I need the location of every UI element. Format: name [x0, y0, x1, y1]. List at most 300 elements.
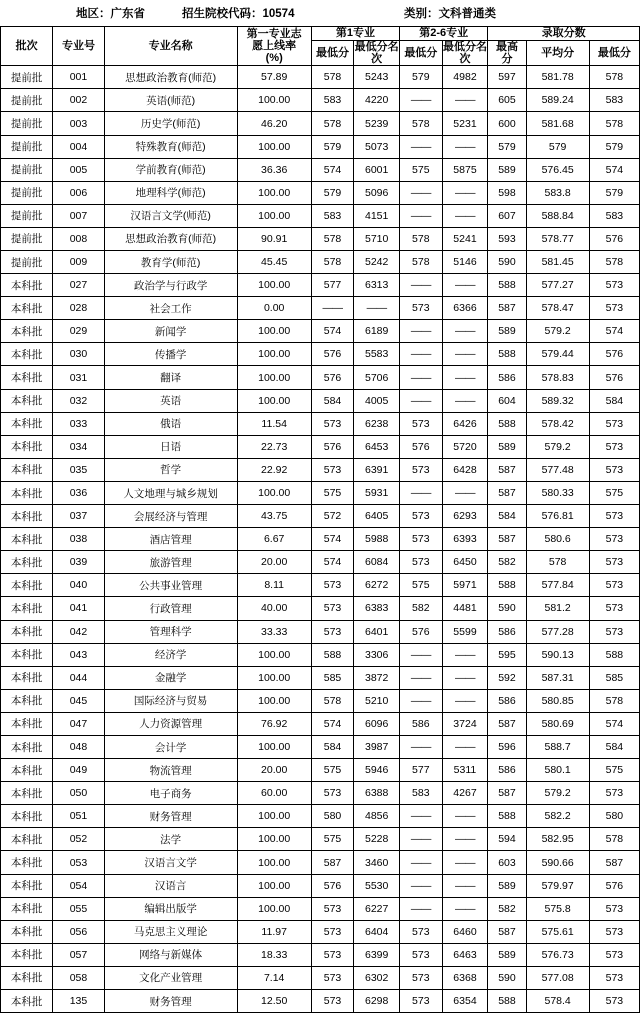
cell-first-choice-rate: 20.00 — [237, 551, 311, 574]
table-row — [1, 297, 640, 320]
cell-first-min-score: 579 — [311, 181, 354, 204]
cell-batch: 本科批 — [1, 389, 53, 412]
cell-avg-score: 575.8 — [526, 897, 589, 920]
cell-first-choice-rate: 45.45 — [237, 251, 311, 274]
cell-avg-score: 580.6 — [526, 528, 589, 551]
cell-first-min-rank: 6391 — [354, 458, 400, 481]
cell-batch: 提前批 — [1, 181, 53, 204]
th-first-min-rank-line1: 最低分名 — [354, 40, 399, 53]
cell-batch: 本科批 — [1, 597, 53, 620]
cell-second-min-rank: —— — [442, 320, 488, 343]
cell-avg-score: 578.83 — [526, 366, 589, 389]
table-row — [1, 966, 640, 989]
cell-batch: 本科批 — [1, 574, 53, 597]
cell-batch: 提前批 — [1, 227, 53, 250]
cell-first-min-score: 574 — [311, 320, 354, 343]
cell-first-choice-rate: 33.33 — [237, 620, 311, 643]
table-row — [1, 805, 640, 828]
cell-second-min-score: 578 — [400, 227, 443, 250]
cell-first-min-rank: 6096 — [354, 712, 400, 735]
cell-major-code: 044 — [53, 666, 104, 689]
cell-min-score: 579 — [589, 135, 639, 158]
table-row — [1, 412, 640, 435]
cell-major-code: 004 — [53, 135, 104, 158]
cell-major-code: 002 — [53, 89, 104, 112]
cell-avg-score: 575.61 — [526, 920, 589, 943]
cell-avg-score: 578.42 — [526, 412, 589, 435]
cell-second-min-rank: 5146 — [442, 251, 488, 274]
cell-avg-score: 579 — [526, 135, 589, 158]
cell-major-name: 管理科学 — [104, 620, 237, 643]
cell-min-score: 573 — [589, 990, 639, 1013]
cell-second-min-score: 583 — [400, 782, 443, 805]
cell-major-code: 037 — [53, 505, 104, 528]
cell-second-min-rank: 3724 — [442, 712, 488, 735]
cell-min-score: 576 — [589, 366, 639, 389]
cell-first-min-score: 573 — [311, 620, 354, 643]
cell-major-code: 053 — [53, 851, 104, 874]
cell-second-min-score: 579 — [400, 66, 443, 89]
th-min-score: 最低分 — [589, 40, 639, 66]
cell-second-min-score: —— — [400, 735, 443, 758]
th-group-first-major: 第1专业 — [311, 27, 399, 41]
cell-first-min-rank: 5583 — [354, 343, 400, 366]
table-row — [1, 481, 640, 504]
cell-batch: 本科批 — [1, 320, 53, 343]
cell-first-min-rank: 5242 — [354, 251, 400, 274]
region-label: 地区：广东省 — [76, 8, 145, 20]
th-group-second-major: 第2-6专业 — [400, 27, 488, 41]
cell-first-choice-rate: 100.00 — [237, 666, 311, 689]
cell-first-min-rank: 5096 — [354, 181, 400, 204]
cell-min-score: 573 — [589, 966, 639, 989]
cell-first-min-score: 578 — [311, 227, 354, 250]
cell-second-min-score: —— — [400, 643, 443, 666]
cell-major-name: 汉语言 — [104, 874, 237, 897]
table-row — [1, 458, 640, 481]
cell-min-score: 573 — [589, 297, 639, 320]
cell-second-min-rank: —— — [442, 343, 488, 366]
cell-avg-score: 581.45 — [526, 251, 589, 274]
table-row — [1, 920, 640, 943]
cell-first-choice-rate: 57.89 — [237, 66, 311, 89]
cell-second-min-rank: —— — [442, 874, 488, 897]
cell-second-min-rank: 5241 — [442, 227, 488, 250]
cell-major-name: 汉语言文学 — [104, 851, 237, 874]
cell-major-name: 学前教育(师范) — [104, 158, 237, 181]
cell-second-min-score: 573 — [400, 551, 443, 574]
cell-second-min-score: —— — [400, 874, 443, 897]
cell-first-choice-rate: 100.00 — [237, 828, 311, 851]
cell-second-min-rank: 6393 — [442, 528, 488, 551]
cell-avg-score: 581.68 — [526, 112, 589, 135]
cell-avg-score: 579.97 — [526, 874, 589, 897]
cell-first-min-score: 573 — [311, 782, 354, 805]
cell-max-score: 596 — [488, 735, 526, 758]
cell-first-min-rank: 5210 — [354, 689, 400, 712]
cell-first-choice-rate: 8.11 — [237, 574, 311, 597]
cell-second-min-rank: 5599 — [442, 620, 488, 643]
cell-max-score: 593 — [488, 227, 526, 250]
cell-major-name: 行政管理 — [104, 597, 237, 620]
cell-batch: 本科批 — [1, 435, 53, 458]
cell-avg-score: 577.28 — [526, 620, 589, 643]
cell-major-name: 酒店管理 — [104, 528, 237, 551]
cell-second-min-score: 573 — [400, 297, 443, 320]
cell-second-min-score: —— — [400, 897, 443, 920]
cell-avg-score: 579.44 — [526, 343, 589, 366]
cell-major-name: 编辑出版学 — [104, 897, 237, 920]
cell-batch: 本科批 — [1, 528, 53, 551]
cell-min-score: 578 — [589, 66, 639, 89]
table-row — [1, 851, 640, 874]
cell-batch: 本科批 — [1, 343, 53, 366]
table-row — [1, 320, 640, 343]
cell-batch: 本科批 — [1, 735, 53, 758]
cell-avg-score: 579.2 — [526, 435, 589, 458]
cell-batch: 提前批 — [1, 204, 53, 227]
cell-max-score: 607 — [488, 204, 526, 227]
cell-major-name: 财务管理 — [104, 990, 237, 1013]
cell-major-name: 电子商务 — [104, 782, 237, 805]
cell-batch: 本科批 — [1, 551, 53, 574]
cell-first-choice-rate: 100.00 — [237, 874, 311, 897]
table-row — [1, 89, 640, 112]
cell-first-choice-rate: 20.00 — [237, 759, 311, 782]
cell-major-name: 教育学(师范) — [104, 251, 237, 274]
cell-major-code: 032 — [53, 389, 104, 412]
cell-avg-score: 590.66 — [526, 851, 589, 874]
cell-second-min-rank: 6426 — [442, 412, 488, 435]
cell-second-min-rank: —— — [442, 389, 488, 412]
cell-first-min-rank: 6227 — [354, 897, 400, 920]
table-row — [1, 874, 640, 897]
th-avg-score: 平均分 — [526, 40, 589, 66]
cell-avg-score: 587.31 — [526, 666, 589, 689]
cell-batch: 本科批 — [1, 620, 53, 643]
cell-avg-score: 580.69 — [526, 712, 589, 735]
cell-second-min-score: 573 — [400, 943, 443, 966]
cell-min-score: 573 — [589, 505, 639, 528]
cell-major-name: 旅游管理 — [104, 551, 237, 574]
cell-second-min-rank: 4267 — [442, 782, 488, 805]
cell-second-min-rank: 6368 — [442, 966, 488, 989]
table-row — [1, 227, 640, 250]
cell-min-score: 573 — [589, 551, 639, 574]
cell-first-min-score: 573 — [311, 597, 354, 620]
cell-batch: 本科批 — [1, 689, 53, 712]
cell-second-min-score: 575 — [400, 158, 443, 181]
cell-major-code: 045 — [53, 689, 104, 712]
cell-avg-score: 576.45 — [526, 158, 589, 181]
cell-first-min-score: 584 — [311, 735, 354, 758]
cell-second-min-score: —— — [400, 274, 443, 297]
cell-first-min-score: 575 — [311, 481, 354, 504]
cell-min-score: 579 — [589, 181, 639, 204]
cell-second-min-rank: —— — [442, 689, 488, 712]
cell-min-score: 573 — [589, 574, 639, 597]
cell-first-choice-rate: 22.73 — [237, 435, 311, 458]
cell-first-min-rank: 5239 — [354, 112, 400, 135]
cell-max-score: 586 — [488, 689, 526, 712]
table-row — [1, 158, 640, 181]
cell-first-choice-rate: 100.00 — [237, 89, 311, 112]
cell-major-code: 049 — [53, 759, 104, 782]
cell-batch: 本科批 — [1, 481, 53, 504]
cell-first-min-score: 574 — [311, 712, 354, 735]
cell-first-min-rank: 6001 — [354, 158, 400, 181]
cell-avg-score: 580.1 — [526, 759, 589, 782]
cell-second-min-rank: 6354 — [442, 990, 488, 1013]
cell-first-choice-rate: 43.75 — [237, 505, 311, 528]
cell-min-score: 576 — [589, 227, 639, 250]
cell-max-score: 587 — [488, 920, 526, 943]
cell-batch: 本科批 — [1, 828, 53, 851]
cell-avg-score: 578.4 — [526, 990, 589, 1013]
cell-max-score: 604 — [488, 389, 526, 412]
cell-first-min-rank: 6405 — [354, 505, 400, 528]
cell-batch: 本科批 — [1, 943, 53, 966]
table-row — [1, 528, 640, 551]
cell-major-code: 036 — [53, 481, 104, 504]
cell-first-min-score: 588 — [311, 643, 354, 666]
cell-first-min-score: 573 — [311, 990, 354, 1013]
cell-major-name: 文化产业管理 — [104, 966, 237, 989]
cell-first-min-rank: 5710 — [354, 227, 400, 250]
cell-first-choice-rate: 100.00 — [237, 135, 311, 158]
cell-second-min-score: —— — [400, 851, 443, 874]
cell-major-name: 物流管理 — [104, 759, 237, 782]
cell-first-choice-rate: 100.00 — [237, 274, 311, 297]
cell-min-score: 578 — [589, 689, 639, 712]
cell-avg-score: 577.48 — [526, 458, 589, 481]
th-max-score-line1: 最高 — [495, 40, 518, 53]
cell-major-name: 思想政治教育(师范) — [104, 227, 237, 250]
cell-second-min-rank: 5720 — [442, 435, 488, 458]
cell-avg-score: 580.85 — [526, 689, 589, 712]
cell-avg-score: 577.27 — [526, 274, 589, 297]
cell-first-choice-rate: 76.92 — [237, 712, 311, 735]
cell-first-min-rank: 4151 — [354, 204, 400, 227]
cell-major-code: 135 — [53, 990, 104, 1013]
cell-first-choice-rate: 100.00 — [237, 689, 311, 712]
cell-avg-score: 581.2 — [526, 597, 589, 620]
cell-second-min-rank: 4481 — [442, 597, 488, 620]
cell-first-min-score: 574 — [311, 158, 354, 181]
cell-second-min-score: 573 — [400, 920, 443, 943]
cell-avg-score: 576.73 — [526, 943, 589, 966]
cell-avg-score: 578.47 — [526, 297, 589, 320]
cell-min-score: 578 — [589, 828, 639, 851]
cell-max-score: 589 — [488, 158, 526, 181]
cell-max-score: 587 — [488, 297, 526, 320]
cell-major-code: 034 — [53, 435, 104, 458]
cell-max-score: 588 — [488, 990, 526, 1013]
th-rate-line2: 愿上线率 — [252, 39, 297, 52]
cell-first-min-rank: 5228 — [354, 828, 400, 851]
cell-first-choice-rate: 7.14 — [237, 966, 311, 989]
cell-major-name: 网络与新媒体 — [104, 943, 237, 966]
table-header-row-1 — [1, 27, 640, 41]
cell-second-min-rank: 4982 — [442, 66, 488, 89]
table-row — [1, 135, 640, 158]
cell-first-min-score: 578 — [311, 66, 354, 89]
cell-min-score: 573 — [589, 620, 639, 643]
cell-max-score: 589 — [488, 874, 526, 897]
cell-max-score: 588 — [488, 412, 526, 435]
cell-first-min-rank: 5530 — [354, 874, 400, 897]
cell-major-name: 新闻学 — [104, 320, 237, 343]
cell-max-score: 603 — [488, 851, 526, 874]
cell-first-min-rank: 5931 — [354, 481, 400, 504]
cell-batch: 本科批 — [1, 297, 53, 320]
cell-avg-score: 580.33 — [526, 481, 589, 504]
cell-first-min-rank: 3306 — [354, 643, 400, 666]
cell-major-code: 030 — [53, 343, 104, 366]
table-row — [1, 689, 640, 712]
table-row — [1, 828, 640, 851]
cell-max-score: 582 — [488, 551, 526, 574]
cell-min-score: 587 — [589, 851, 639, 874]
cell-second-min-score: —— — [400, 828, 443, 851]
cell-first-min-score: 580 — [311, 805, 354, 828]
cell-second-min-score: 582 — [400, 597, 443, 620]
cell-batch: 本科批 — [1, 782, 53, 805]
cell-second-min-rank: —— — [442, 643, 488, 666]
cell-major-code: 001 — [53, 66, 104, 89]
cell-first-min-score: 576 — [311, 343, 354, 366]
table-row — [1, 782, 640, 805]
cell-first-choice-rate: 60.00 — [237, 782, 311, 805]
cell-max-score: 588 — [488, 805, 526, 828]
cell-avg-score: 583.8 — [526, 181, 589, 204]
cell-major-code: 008 — [53, 227, 104, 250]
cell-second-min-score: —— — [400, 481, 443, 504]
cell-second-min-rank: 6366 — [442, 297, 488, 320]
cell-major-name: 会展经济与管理 — [104, 505, 237, 528]
cell-major-code: 029 — [53, 320, 104, 343]
cell-major-name: 经济学 — [104, 643, 237, 666]
th-rate-line3: (%) — [265, 52, 283, 65]
cell-major-name: 英语 — [104, 389, 237, 412]
cell-second-min-score: 573 — [400, 412, 443, 435]
cell-first-min-rank: 6401 — [354, 620, 400, 643]
cell-min-score: 585 — [589, 666, 639, 689]
cell-first-choice-rate: 100.00 — [237, 320, 311, 343]
cell-second-min-score: —— — [400, 320, 443, 343]
cell-max-score: 590 — [488, 966, 526, 989]
cell-batch: 本科批 — [1, 966, 53, 989]
cell-max-score: 605 — [488, 89, 526, 112]
cell-first-min-rank: —— — [354, 297, 400, 320]
cell-first-choice-rate: 40.00 — [237, 597, 311, 620]
cell-first-min-rank: 4005 — [354, 389, 400, 412]
th-batch: 批次 — [1, 27, 53, 66]
cell-major-name: 英语(师范) — [104, 89, 237, 112]
cell-second-min-rank: 6293 — [442, 505, 488, 528]
cell-second-min-rank: —— — [442, 181, 488, 204]
cell-second-min-score: —— — [400, 181, 443, 204]
cell-major-name: 法学 — [104, 828, 237, 851]
cell-max-score: 579 — [488, 135, 526, 158]
cell-batch: 本科批 — [1, 851, 53, 874]
cell-max-score: 586 — [488, 759, 526, 782]
cell-min-score: 588 — [589, 643, 639, 666]
cell-first-min-rank: 4856 — [354, 805, 400, 828]
th-max-score-line2: 分 — [501, 52, 513, 65]
cell-first-min-score: 578 — [311, 112, 354, 135]
cell-max-score: 588 — [488, 274, 526, 297]
cell-major-name: 思想政治教育(师范) — [104, 66, 237, 89]
th-second-min-rank-line2: 次 — [459, 52, 471, 65]
table-row — [1, 620, 640, 643]
cell-major-name: 马克思主义理论 — [104, 920, 237, 943]
cell-max-score: 590 — [488, 251, 526, 274]
table-body — [1, 66, 640, 1013]
cell-first-min-score: 576 — [311, 874, 354, 897]
cell-major-code: 048 — [53, 735, 104, 758]
cell-first-choice-rate: 100.00 — [237, 735, 311, 758]
cell-second-min-rank: 5971 — [442, 574, 488, 597]
table-row — [1, 366, 640, 389]
cell-second-min-rank: 5875 — [442, 158, 488, 181]
cell-first-min-rank: 6313 — [354, 274, 400, 297]
cell-second-min-score: 576 — [400, 620, 443, 643]
cell-avg-score: 589.32 — [526, 389, 589, 412]
cell-major-name: 政治学与行政学 — [104, 274, 237, 297]
cell-avg-score: 577.08 — [526, 966, 589, 989]
cell-first-min-rank: 6383 — [354, 597, 400, 620]
cell-avg-score: 578.77 — [526, 227, 589, 250]
cell-second-min-score: —— — [400, 389, 443, 412]
cell-second-min-score: 573 — [400, 966, 443, 989]
cell-first-min-rank: 6388 — [354, 782, 400, 805]
cell-major-name: 人文地理与城乡规划 — [104, 481, 237, 504]
cell-first-choice-rate: 100.00 — [237, 343, 311, 366]
cell-major-code: 054 — [53, 874, 104, 897]
cell-major-name: 翻译 — [104, 366, 237, 389]
cell-avg-score: 577.84 — [526, 574, 589, 597]
cell-major-code: 051 — [53, 805, 104, 828]
cell-max-score: 587 — [488, 458, 526, 481]
cell-batch: 本科批 — [1, 666, 53, 689]
cell-major-code: 040 — [53, 574, 104, 597]
table-row — [1, 505, 640, 528]
cell-major-code: 052 — [53, 828, 104, 851]
cell-first-choice-rate: 100.00 — [237, 204, 311, 227]
cell-major-name: 公共事业管理 — [104, 574, 237, 597]
th-second-min-rank — [442, 40, 488, 66]
cell-min-score: 578 — [589, 251, 639, 274]
cell-batch: 本科批 — [1, 458, 53, 481]
cell-first-choice-rate: 100.00 — [237, 805, 311, 828]
cell-max-score: 588 — [488, 343, 526, 366]
cell-min-score: 580 — [589, 805, 639, 828]
cell-batch: 提前批 — [1, 158, 53, 181]
th-second-min-rank-line1: 最低分名 — [442, 40, 487, 53]
cell-first-choice-rate: 18.33 — [237, 943, 311, 966]
cell-max-score: 597 — [488, 66, 526, 89]
cell-second-min-rank: 5231 — [442, 112, 488, 135]
cell-max-score: 587 — [488, 782, 526, 805]
cell-first-min-score: 587 — [311, 851, 354, 874]
cell-min-score: 573 — [589, 782, 639, 805]
cell-first-choice-rate: 22.92 — [237, 458, 311, 481]
cell-min-score: 573 — [589, 435, 639, 458]
cell-second-min-score: —— — [400, 135, 443, 158]
cell-max-score: 589 — [488, 435, 526, 458]
cell-second-min-score: —— — [400, 666, 443, 689]
